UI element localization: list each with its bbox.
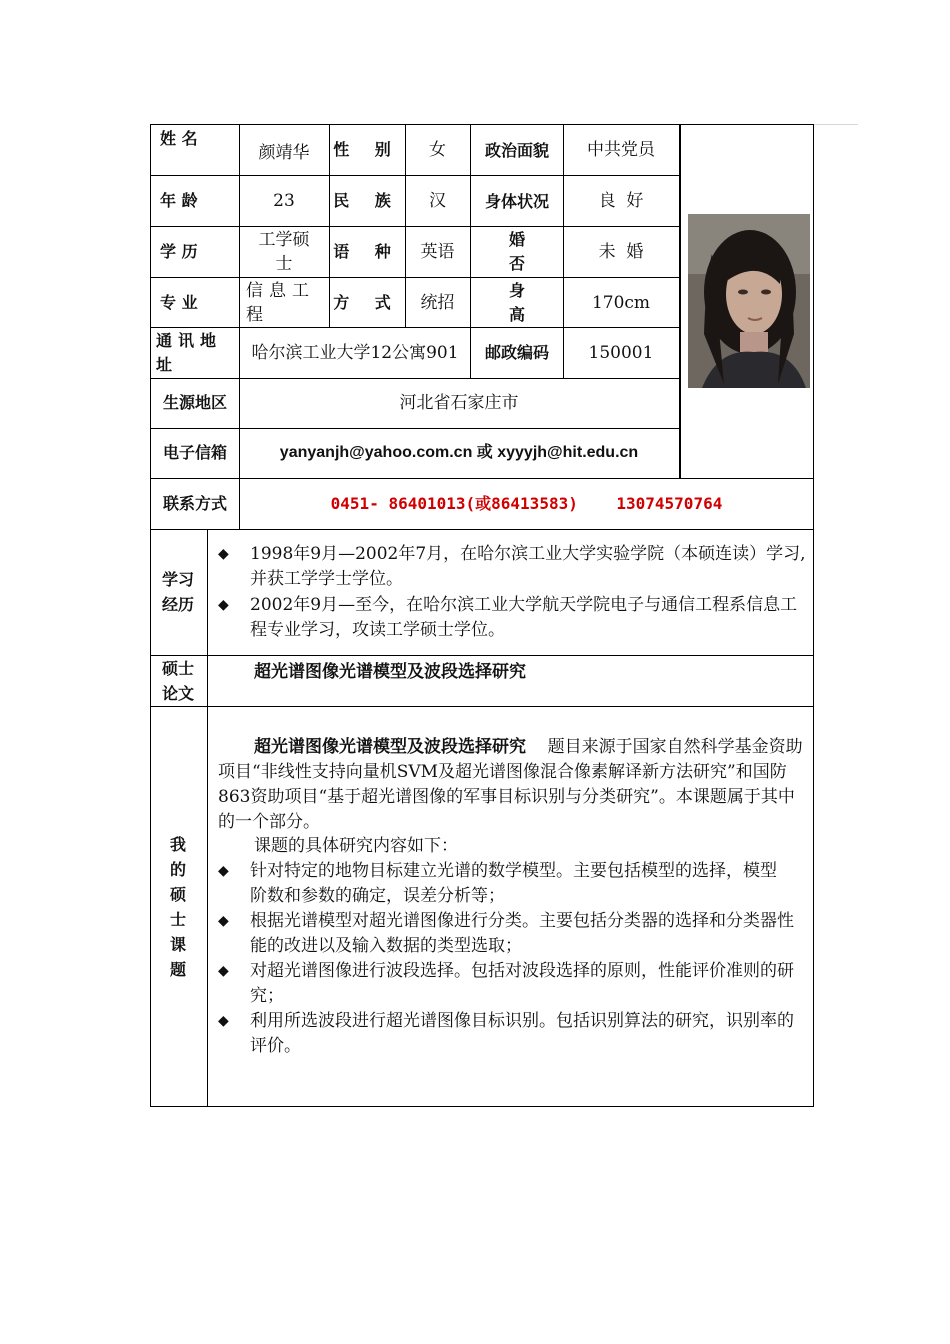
education-label: 学习经历 bbox=[161, 570, 194, 614]
ethnic-value: 汉 bbox=[429, 190, 446, 211]
stray-rule bbox=[814, 124, 858, 125]
name-value: 颜靖华 bbox=[258, 142, 310, 163]
origin-label: 生源地区 bbox=[162, 393, 227, 412]
thesis-title: 超光谱图像光谱模型及波段选择研究 bbox=[254, 662, 526, 681]
gender-label: 性 别 bbox=[333, 139, 401, 159]
topic-item bbox=[218, 959, 795, 1009]
mode-label: 方 式 bbox=[333, 292, 401, 312]
topic-lead: 课题的具体研究内容如下： bbox=[254, 836, 458, 856]
postcode-label: 邮政编码 bbox=[485, 343, 550, 362]
photo-col-divider bbox=[679, 124, 681, 478]
age-label: 年 龄 bbox=[160, 190, 198, 210]
major-label: 专 业 bbox=[160, 292, 198, 312]
topic-item bbox=[218, 1009, 795, 1059]
bullet-icon: ◆ bbox=[218, 913, 229, 929]
language-label: 语 种 bbox=[333, 241, 401, 261]
marital-label: 婚否 bbox=[508, 229, 525, 273]
bullet-icon: ◆ bbox=[218, 963, 229, 979]
portrait-image bbox=[688, 214, 810, 388]
topic-item bbox=[218, 859, 780, 909]
row-divider bbox=[150, 655, 814, 656]
address-value: 哈尔滨工业大学12公寓901 bbox=[251, 343, 459, 363]
profile-photo bbox=[688, 214, 810, 388]
age-value: 23 bbox=[273, 190, 295, 211]
bullet-icon: ◆ bbox=[218, 546, 229, 562]
topic-item-text: 利用所选波段进行超光谱图像目标识别。包括识别算法的研究，识别率的评价。 bbox=[250, 1011, 794, 1056]
address-label: 通讯地址 bbox=[156, 331, 223, 374]
col-divider bbox=[207, 529, 208, 1107]
health-value: 良 好 bbox=[598, 190, 644, 211]
major-value: 信息工程 bbox=[246, 280, 315, 325]
origin-value: 河北省石家庄市 bbox=[399, 393, 519, 413]
row-divider bbox=[150, 706, 814, 707]
politics-value: 中共党员 bbox=[587, 139, 655, 160]
education-item bbox=[218, 593, 810, 643]
height-label: 身高 bbox=[508, 280, 525, 324]
topic-intro-title: 超光谱图像光谱模型及波段选择研究 bbox=[254, 737, 526, 756]
email-value: yanyanjh@yahoo.com.cn 或 xyyyjh@hit.edu.cn bbox=[279, 444, 639, 461]
bullet-icon: ◆ bbox=[218, 597, 229, 613]
contact-value: 0451- 86401013(或86413583) 13074570764 bbox=[330, 493, 723, 513]
email-label: 电子信箱 bbox=[162, 443, 227, 462]
bullet-icon: ◆ bbox=[218, 1013, 229, 1029]
degree-value: 工学硕士 bbox=[258, 229, 310, 274]
topic-intro bbox=[218, 734, 806, 835]
topic-intro-text: 题目来源于国家自然科学基金资助项目“非线性支持向量机SVM及超光谱图像混合像素解译新方法研究”和国防863资助项目“基于超光谱图像的军事目标识别与分类研究”。本课题属于其中的一个部分。 bbox=[218, 737, 803, 832]
language-value: 英语 bbox=[420, 241, 455, 262]
topic-label: 我的硕士课题 bbox=[169, 834, 186, 979]
health-label: 身体状况 bbox=[485, 191, 550, 211]
topic-item bbox=[218, 909, 795, 959]
ethnic-label: 民 族 bbox=[333, 190, 401, 210]
education-item-text: 2002年9月—至今，在哈尔滨工业大学航天学院电子与通信工程系信息工程专业学习，攻读工学硕士学位。 bbox=[250, 595, 798, 640]
education-item bbox=[218, 542, 810, 592]
topic-item-text: 对超光谱图像进行波段选择。包括对波段选择的原则，性能评价准则的研究； bbox=[250, 961, 794, 1006]
topic-item-text: 根据光谱模型对超光谱图像进行分类。主要包括分类器的选择和分类器性能的改进以及输入数据的类型选取； bbox=[250, 911, 794, 956]
name-label: 姓 名 bbox=[160, 129, 198, 148]
gender-value: 女 bbox=[429, 139, 446, 160]
education-item-text: 1998年9月—2002年7月，在哈尔滨工业大学实验学院（本硕连读）学习,并获工学学士学位。 bbox=[250, 544, 806, 589]
politics-label: 政治面貌 bbox=[485, 140, 550, 160]
postcode-value: 150001 bbox=[588, 343, 654, 363]
degree-label: 学 历 bbox=[160, 241, 198, 261]
height-value: 170cm bbox=[591, 292, 651, 313]
topic-item-text: 针对特定的地物目标建立光谱的数学模型。主要包括模型的选择，模型阶数和参数的确定，误差分析等； bbox=[250, 861, 777, 906]
thesis-label: 硕士论文 bbox=[161, 658, 194, 703]
col-divider bbox=[470, 124, 471, 378]
marital-value: 未 婚 bbox=[598, 241, 644, 262]
mode-value: 统招 bbox=[420, 292, 455, 313]
row-divider bbox=[150, 529, 814, 530]
bullet-icon: ◆ bbox=[218, 863, 229, 879]
contact-label: 联系方式 bbox=[162, 493, 227, 513]
